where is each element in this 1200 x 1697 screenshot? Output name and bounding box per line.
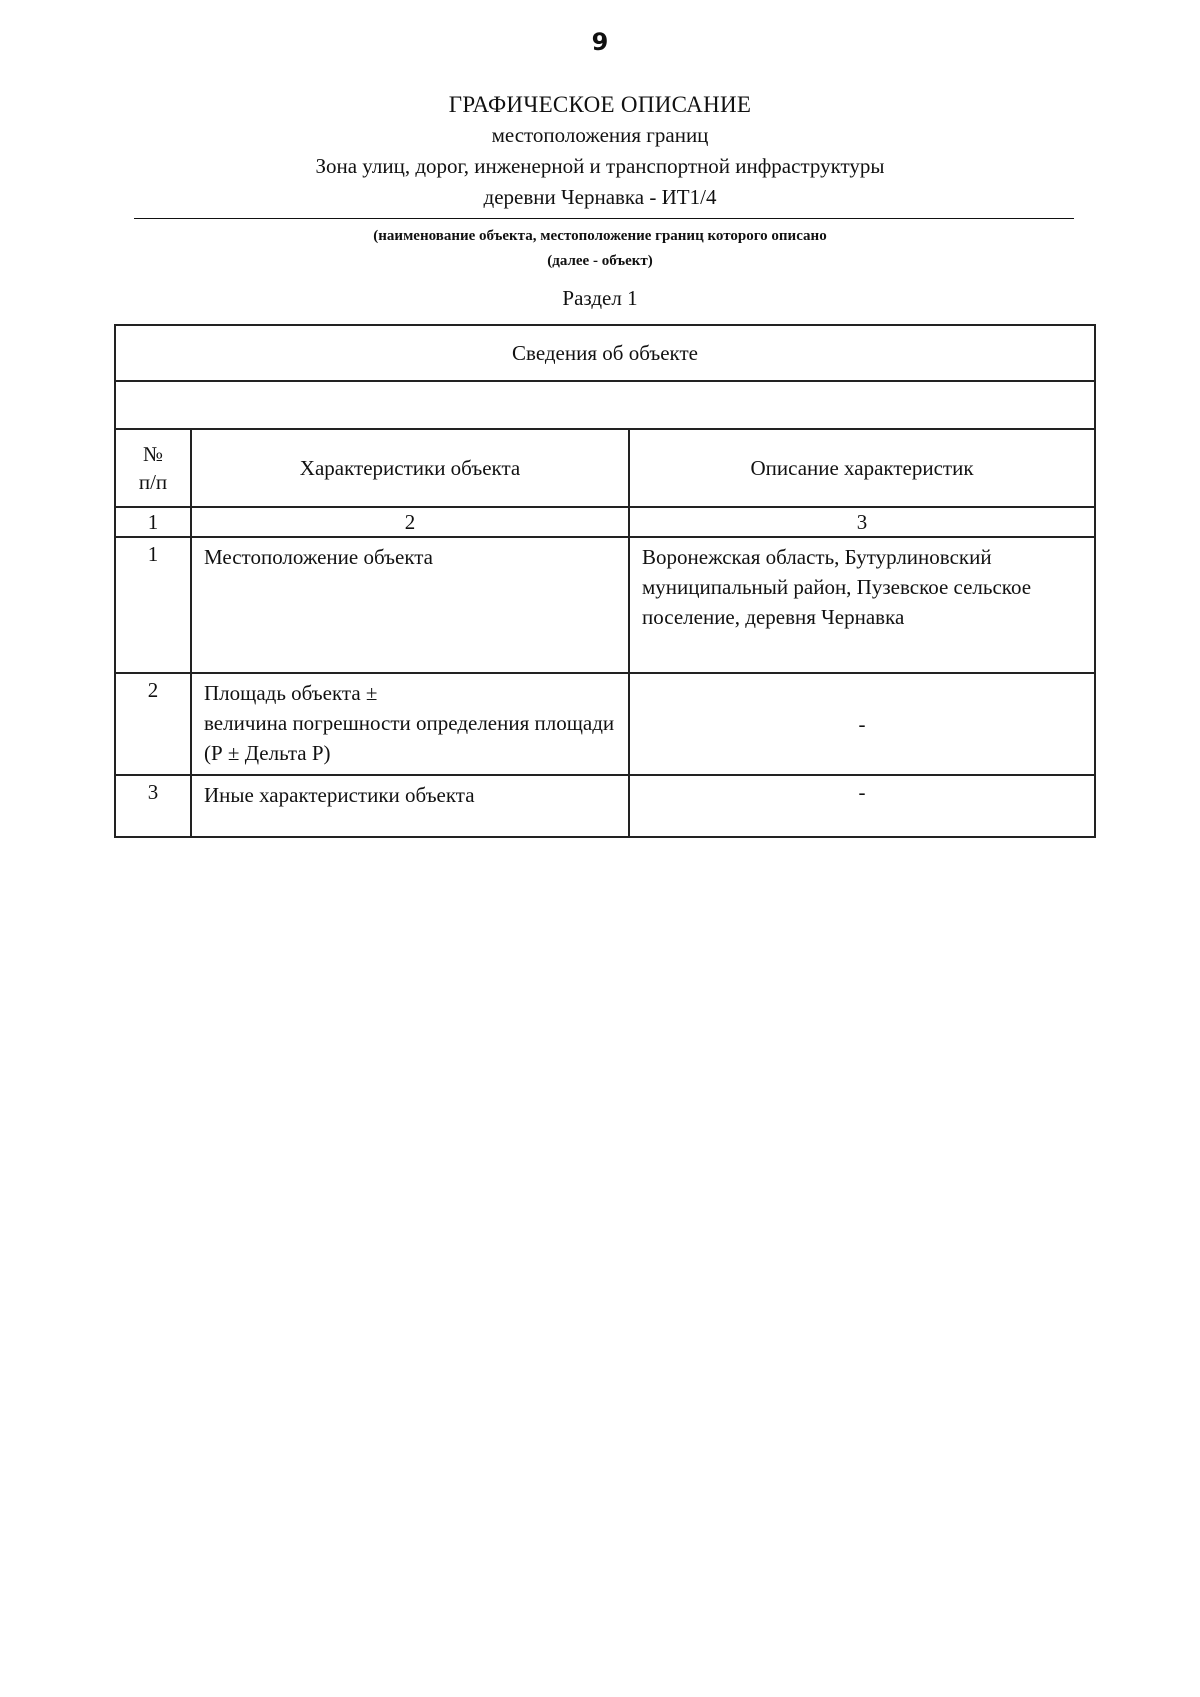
- row-description: -: [629, 673, 1095, 775]
- row-description: -: [629, 775, 1095, 837]
- row-characteristic: Иные характеристики объекта: [191, 775, 629, 837]
- title-line-3: деревни Чернавка - ИТ1/4: [483, 185, 717, 209]
- row-characteristic: [191, 673, 629, 775]
- row-characteristic-line-1: Площадь объекта ±: [204, 681, 378, 705]
- column-header-description: Описание характеристик: [629, 429, 1095, 507]
- section-label: Раздел 1: [562, 286, 638, 310]
- row-number: 3: [115, 775, 191, 837]
- table-row: [115, 537, 1095, 673]
- column-number-1: 1: [115, 507, 191, 537]
- object-info-table: [114, 324, 1096, 838]
- object-caption: [0, 224, 1200, 274]
- caption-line-1: (наименование объекта, местоположение границ которого описано: [373, 228, 827, 244]
- row-characteristic-line-2: величина погрешности определения площади (Р ± Дельта Р): [204, 711, 615, 765]
- column-number-row: [115, 507, 1095, 537]
- table-title-row: [115, 325, 1095, 381]
- table-title: Сведения об объекте: [115, 325, 1095, 381]
- table-empty-cell: [115, 381, 1095, 429]
- column-header-num: № п/п: [115, 429, 191, 507]
- row-characteristic: Местоположение объекта: [191, 537, 629, 673]
- table-row: [115, 673, 1095, 775]
- column-number-3: 3: [629, 507, 1095, 537]
- row-description: Воронежская область, Бутурлиновский муниципальный район, Пузевское сельское поселение, деревня Чернавка: [629, 537, 1095, 673]
- column-number-2: 2: [191, 507, 629, 537]
- table-empty-row: [115, 381, 1095, 429]
- column-header-row: [115, 429, 1095, 507]
- caption-line-2: (далее - объект): [547, 253, 653, 269]
- document-title: ГРАФИЧЕСКОЕ ОПИСАНИЕ: [448, 92, 752, 117]
- table-row: [115, 775, 1095, 837]
- title-line-2: Зона улиц, дорог, инженерной и транспортной инфраструктуры: [315, 154, 885, 178]
- page-number: 9: [591, 28, 609, 56]
- row-number: 1: [115, 537, 191, 673]
- title-line-1: местоположения границ: [491, 123, 709, 147]
- column-header-characteristic: Характеристики объекта: [191, 429, 629, 507]
- title-block: [0, 90, 1200, 213]
- row-number: 2: [115, 673, 191, 775]
- title-underline: [134, 218, 1074, 219]
